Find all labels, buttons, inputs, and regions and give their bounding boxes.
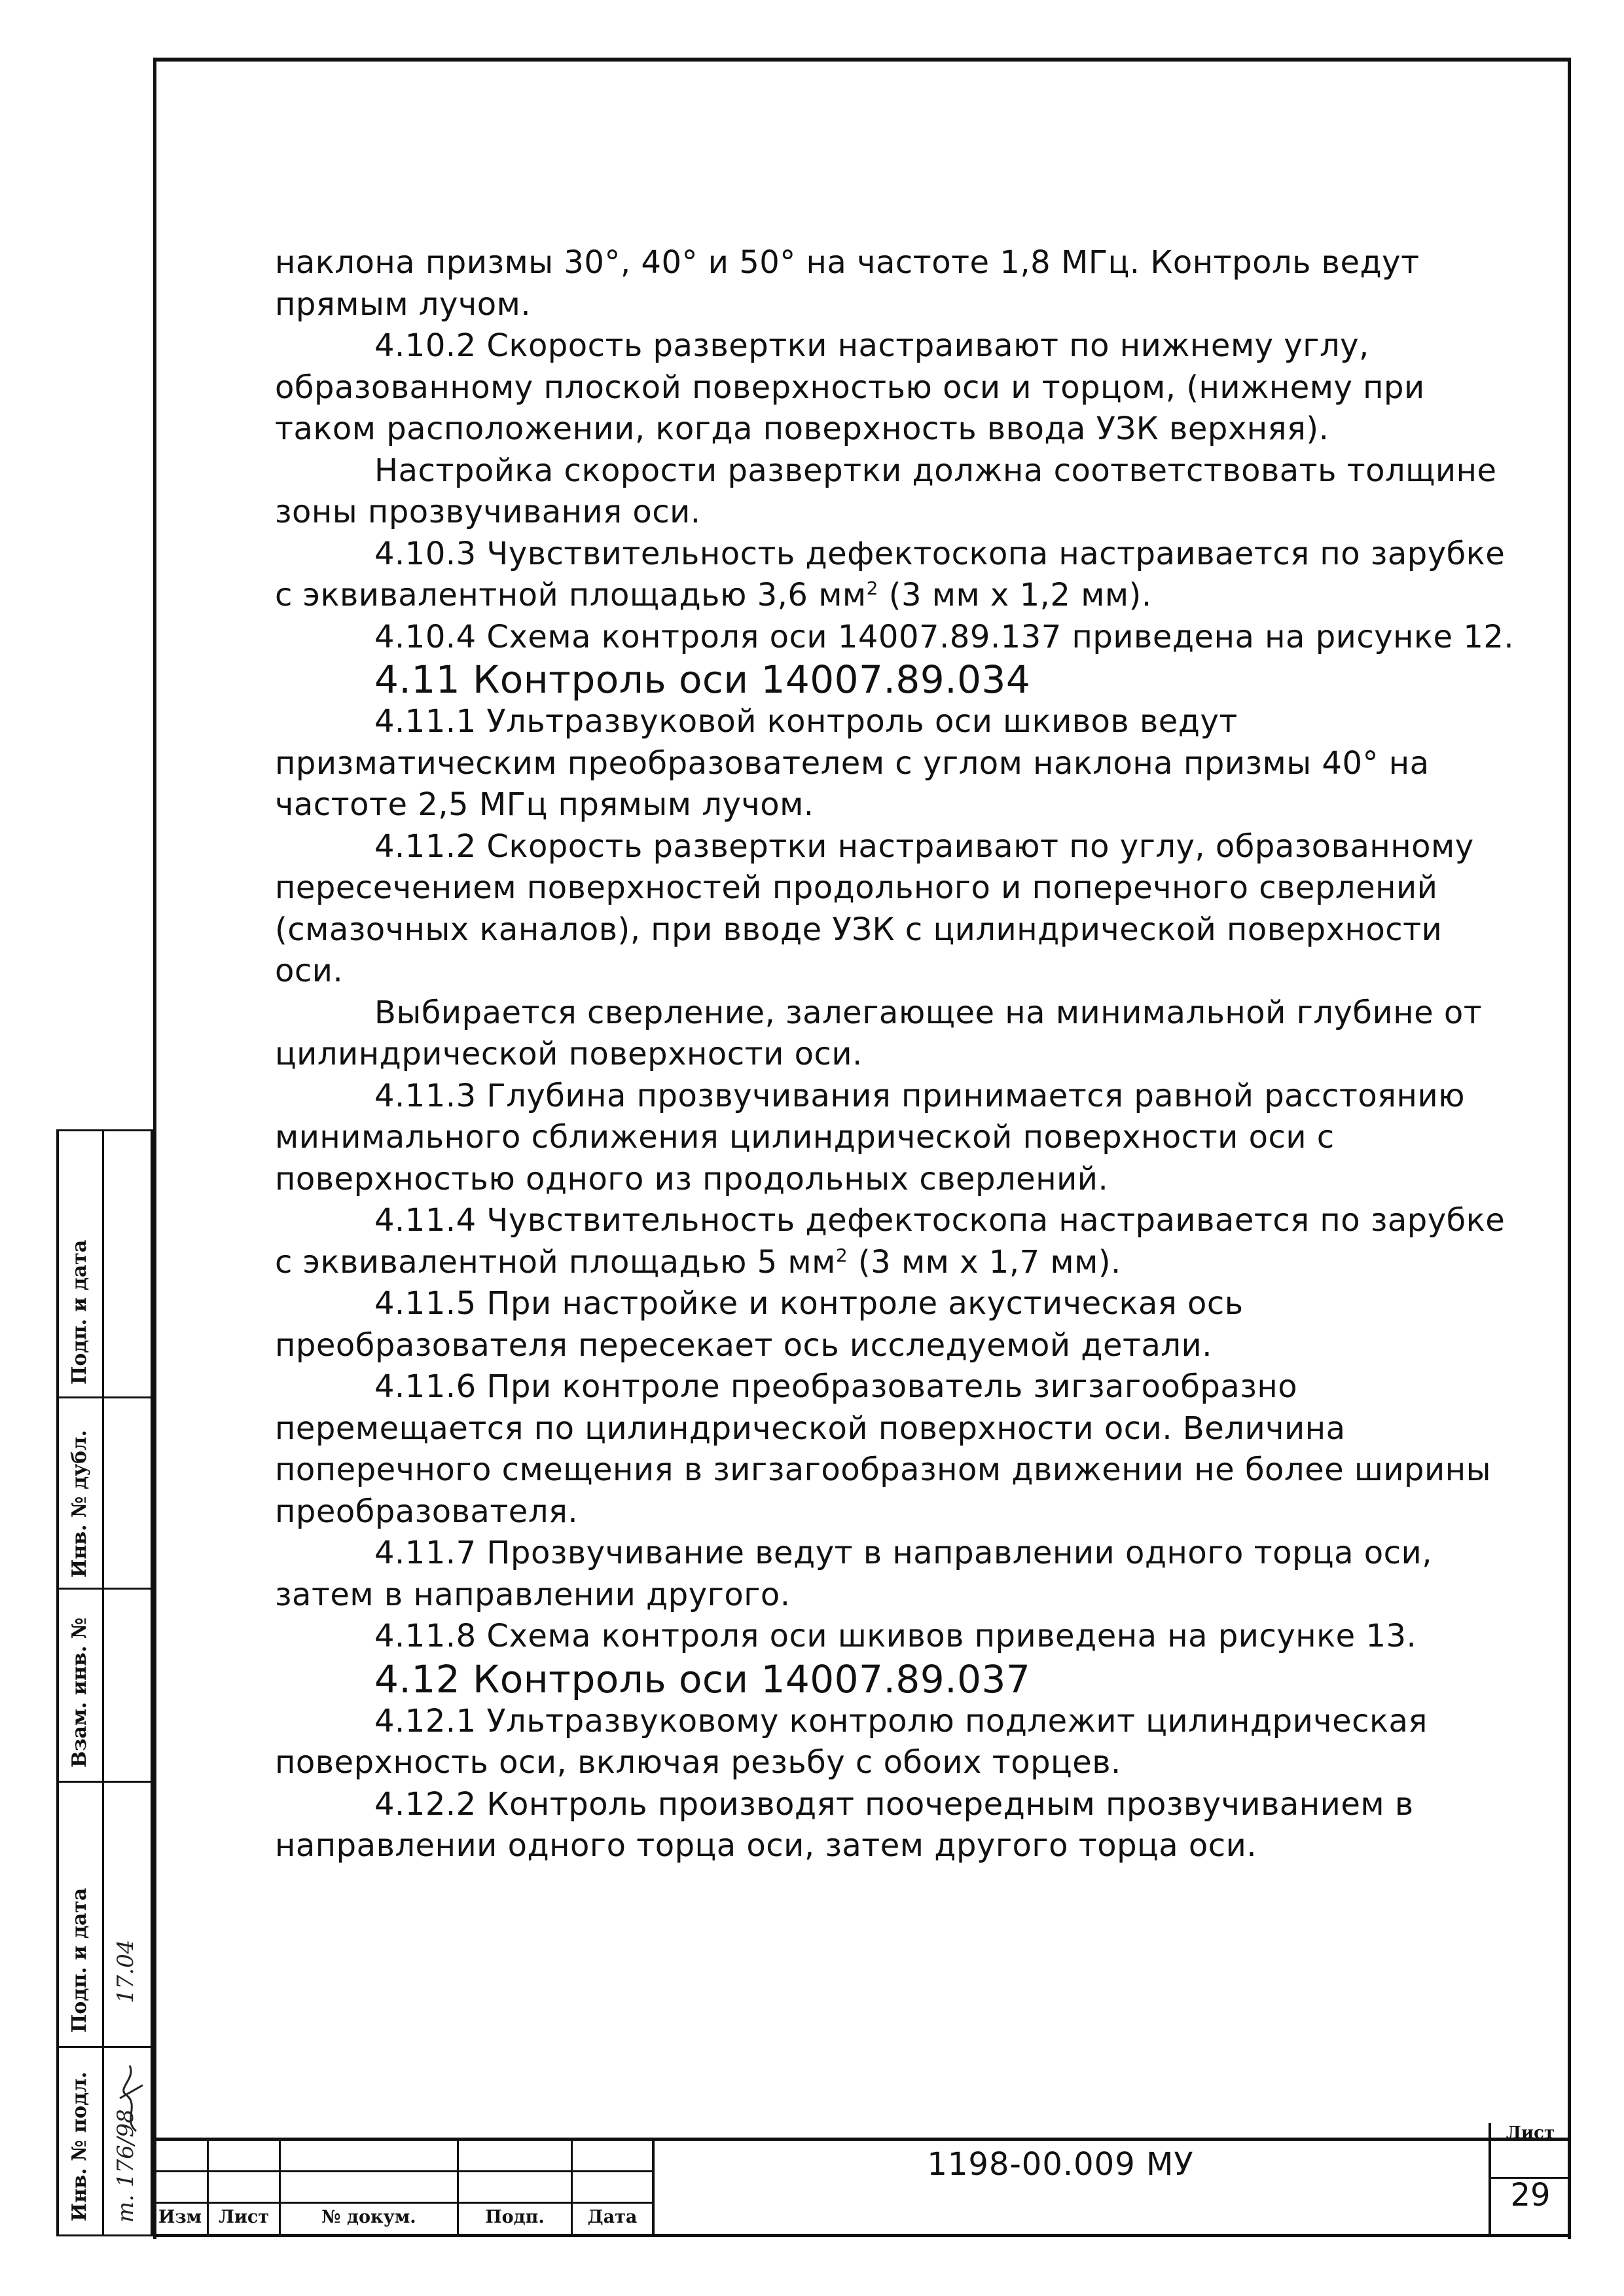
paragraph: 4.11.5 При настройке и контроле акустическая ось преобразователя пересекает ось исследуемой детали. [275, 1285, 1244, 1364]
paragraph: 4.11.8 Схема контроля оси шкивов приведена на рисунке 13. [374, 1618, 1417, 1654]
section-heading: 4.12 Контроль оси 14007.89.037 [374, 1656, 1031, 1702]
handwritten-inv-number: т. 176/98 [113, 2109, 139, 2223]
paragraph: 4.11.4 Чувствительность дефектоскопа настраивается по зарубке с эквивалентной площадью 5 $мм^2$ (3 мм х 1,7 мм). [275, 1202, 1506, 1281]
col-label-izm: Изм [158, 2207, 202, 2227]
paragraph: 4.10.4 Схема контроля оси 14007.89.137 приведена на рисунке 12. [374, 618, 1515, 655]
paragraph: 4.12.2 Контроль производят поочередным прозвучиванием в направлении одного торца оси, затем другого торца оси. [275, 1785, 1414, 1864]
sheet-label: Лист [1506, 2123, 1555, 2143]
stamp-label-podp-data: Подп. и дата [68, 1887, 91, 2033]
stamp-label-vzam-inv: Взам. инв. № [68, 1617, 91, 1768]
document-number: 1198-00.009 МУ [927, 2146, 1194, 2183]
handwritten-date: 17.04 [113, 1939, 139, 2003]
paragraph: 4.11.1 Ультразвуковой контроль оси шкивов ведут призматическим преобразователем с углом наклона призмы 40° на частоте 2,5 МГц прямым лучом. [275, 703, 1430, 823]
col-label-list: Лист [218, 2207, 270, 2227]
margin-stamp [56, 1129, 153, 2236]
paragraph: 4.10.2 Скорость развертки настраивают по нижнему углу, образованному плоской поверхностью оси и торцом, (нижнему при таком расположении, когда поверхность ввода УЗК верхняя). [275, 327, 1425, 447]
paragraph: 4.12.1 Ультразвуковому контролю подлежит цилиндрическая поверхность оси, включая резьбу с обоих торцев. [275, 1702, 1428, 1781]
paragraph: 4.11.3 Глубина прозвучивания принимается равной расстоянию минимального сближения цилиндрической поверхности оси с поверхностью одного из продольных сверлений. [275, 1077, 1466, 1197]
paragraph: 4.10.3 Чувствительность дефектоскопа настраивается по зарубке с эквивалентной площадью 3,6 $мм^2$ (3 мм х 1,2 мм). [275, 535, 1506, 613]
stamp-label-podp-data-2: Подп. и дата [68, 1239, 91, 1385]
col-label-docnum: № докум. [321, 2207, 416, 2227]
paragraph: Настройка скорости развертки должна соответствовать толщине зоны прозвучивания оси. [275, 452, 1497, 530]
paragraph: наклона призмы 30°, 40° и 50° на частоте 1,8 МГц. Контроль ведут прямым лучом. [275, 244, 1420, 323]
col-label-sign: Подп. [485, 2207, 545, 2227]
paragraph: 4.11.7 Прозвучивание ведут в направлении одного торца оси, затем в направлении другого. [275, 1535, 1432, 1613]
paragraph: 4.11.6 При контроле преобразователь зигзагообразно перемещается по цилиндрической поверхности оси. Величина поперечного смещения в зигзагообразном движении не более ширины преобразователя. [275, 1368, 1491, 1530]
paragraph: Выбирается сверление, залегающее на минимальной глубине от цилиндрической поверхности оси. [275, 994, 1483, 1072]
document-body [275, 242, 1519, 1867]
stamp-label-inv-podl: Инв. № подл. [68, 2071, 91, 2221]
section-heading: 4.11 Контроль оси 14007.89.034 [374, 657, 1031, 702]
stamp-label-inv-dubl: Инв. № дубл. [68, 1430, 91, 1578]
paragraph: 4.11.2 Скорость развертки настраивают по углу, образованному пересечением поверхностей продольного и поперечного сверлений (смазочных каналов), при вводе УЗК с цилиндрической поверхности оси. [275, 828, 1474, 989]
signature-icon [110, 2059, 149, 2138]
sheet-number: 29 [1510, 2177, 1551, 2214]
col-label-date: Дата [587, 2207, 638, 2227]
